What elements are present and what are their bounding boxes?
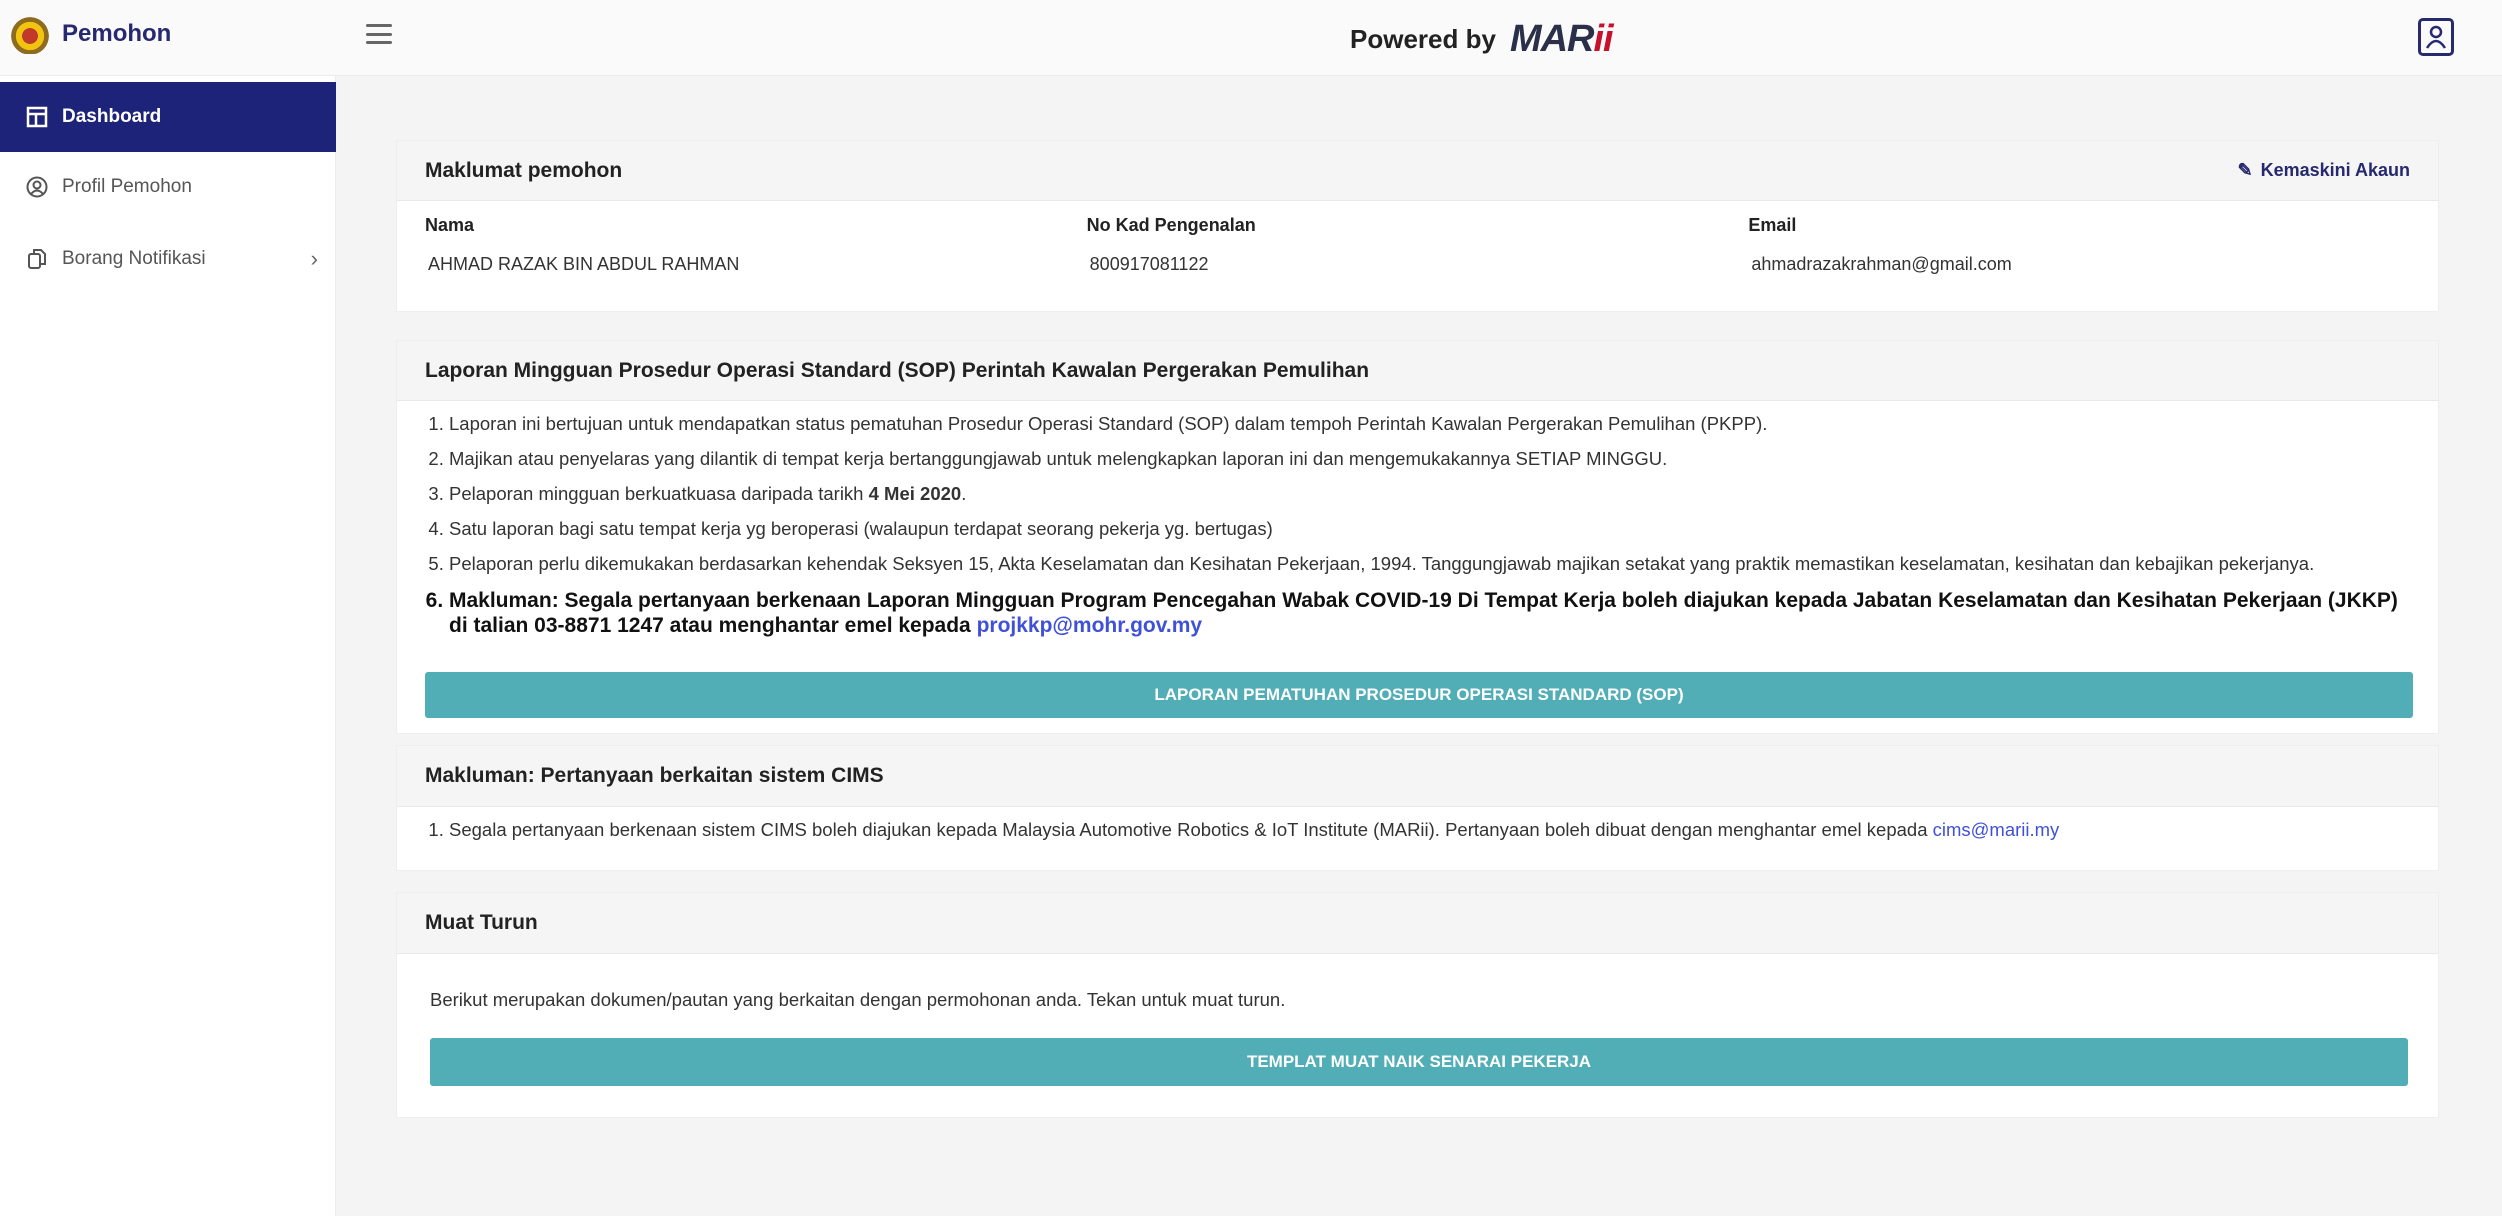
marii-logo xyxy=(1510,18,1613,61)
edit-account-label: Kemaskini Akaun xyxy=(2260,160,2410,180)
sidebar-item-label: Profil Pemohon xyxy=(62,176,192,197)
download-description: Berikut merupakan dokumen/pautan yang berkaitan dengan permohonan anda. Tekan untuk muat turun. xyxy=(430,989,1286,1010)
list-item-text: Makluman: Segala pertanyaan berkenaan Laporan Mingguan Program Pencegahan Wabak COVID-19 Di Tempat Kerja boleh diajukan kepada Jabatan Keselamatan dan Kesihatan Pekerjaan (JKKP) di talian 03-8871 1247 atau menghantar emel kepada xyxy=(449,589,2398,637)
sop-report-button[interactable]: LAPORAN PEMATUHAN PROSEDUR OPERASI STANDARD (SOP) xyxy=(425,672,2413,718)
chevron-right-icon: › xyxy=(310,246,318,271)
sidebar-item-label: Dashboard xyxy=(62,106,162,127)
cims-info-card xyxy=(396,745,2439,871)
applicant-info-card xyxy=(396,140,2439,312)
field-label: Nama xyxy=(425,215,475,235)
list-item xyxy=(449,819,2410,841)
field-value: ahmadrazakrahman@gmail.com xyxy=(1751,254,2012,274)
field-name xyxy=(425,215,1087,275)
list-item: 2. Majikan atau penyelaras yang dilantik di tempat kerja bertanggungjawab untuk melengkapkan laporan ini dan mengemukakannya SETIAP MINGGU. xyxy=(449,448,2410,470)
email-link[interactable]: cims@marii.my xyxy=(1932,819,2060,840)
card-title: Makluman: Pertanyaan berkaitan sistem CIMS xyxy=(425,764,884,787)
list-item: 4. Satu laporan bagi satu tempat kerja yg beroperasi (walaupun terdapat seorang pekerja yg. bertugas) xyxy=(449,518,2410,540)
email-link[interactable]: projkkp@mohr.gov.my xyxy=(976,614,1203,637)
sidebar-item-label: Borang Notifikasi xyxy=(62,248,206,269)
effective-date: 4 Mei 2020 xyxy=(868,483,962,504)
card-title: Muat Turun xyxy=(425,911,538,934)
field-label: Email xyxy=(1748,215,1797,235)
sidebar-item-borang-notifikasi[interactable] xyxy=(0,224,336,294)
sidebar-item-dashboard[interactable] xyxy=(0,82,336,152)
menu-toggle-icon[interactable] xyxy=(366,24,392,44)
list-item: 1. Laporan ini bertujuan untuk mendapatkan status pematuhan Prosedur Operasi Standard (SOP) dalam tempoh Perintah Kawalan Pergerakan Pemulihan (PKPP). xyxy=(449,413,2410,435)
app-title: Pemohon xyxy=(62,20,172,47)
card-title: Maklumat pemohon xyxy=(425,158,623,182)
list-item-suffix: . xyxy=(961,483,967,504)
powered-by xyxy=(1350,18,1613,61)
marii-logo-accent: ii xyxy=(1593,18,1613,60)
edit-account-link[interactable] xyxy=(2238,160,2410,181)
list-item xyxy=(449,588,2410,638)
field-value: AHMAD RAZAK BIN ABDUL RAHMAN xyxy=(428,254,740,274)
sidebar xyxy=(0,76,336,1216)
list-item: 5. Pelaporan perlu dikemukakan berdasarkan kehendak Seksyen 15, Akta Keselamatan dan Kesihatan Pekerjaan, 1994. Tanggungjawab majikan setakat yang praktik memastikan keselamatan, kesihatan dan kebajikan pekerjanya. xyxy=(449,553,2410,575)
list-item-text: Segala pertanyaan berkenaan sistem CIMS boleh diajukan kepada Malaysia Automotive Robotics & IoT Institute (MARii). Pertanyaan boleh dibuat dengan menghantar emel kepada xyxy=(449,819,1933,840)
sop-report-card xyxy=(396,340,2439,734)
brand xyxy=(8,14,171,54)
sidebar-item-profil-pemohon[interactable] xyxy=(0,152,336,222)
field-value: 800917081122 xyxy=(1089,254,1209,274)
powered-by-text: Powered by xyxy=(1350,24,1496,54)
marii-logo-main: MAR xyxy=(1509,18,1594,60)
download-template-button[interactable]: TEMPLAT MUAT NAIK SENARAI PEKERJA xyxy=(430,1038,2408,1086)
user-account-icon[interactable] xyxy=(2418,18,2454,56)
government-crest-logo xyxy=(8,14,52,54)
top-bar xyxy=(0,0,2502,76)
pencil-icon: ✎ xyxy=(2237,160,2253,180)
list-item xyxy=(449,483,2410,505)
field-ic-number xyxy=(1087,215,1749,275)
download-card xyxy=(396,892,2439,1118)
field-email xyxy=(1748,215,2410,275)
list-item-text: Pelaporan mingguan berkuatkuasa daripada tarikh xyxy=(449,483,869,504)
dashboard-icon xyxy=(26,106,48,128)
card-title: Laporan Mingguan Prosedur Operasi Standard (SOP) Perintah Kawalan Pergerakan Pemulihan xyxy=(425,358,1370,382)
field-label: No Kad Pengenalan xyxy=(1086,215,1256,235)
user-circle-icon xyxy=(26,176,48,198)
documents-icon xyxy=(26,248,48,270)
